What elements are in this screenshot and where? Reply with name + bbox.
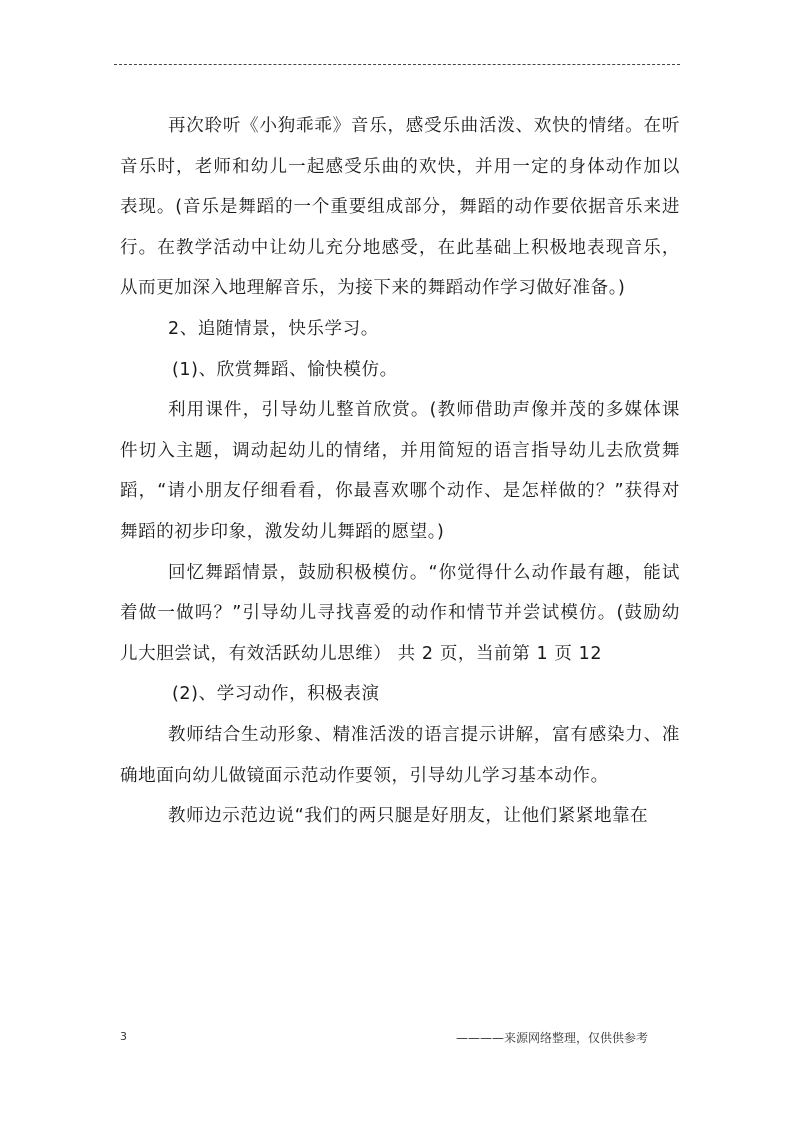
subsection-heading-1: (1)、欣赏舞蹈、愉快模仿。 [172, 359, 398, 380]
paragraph-courseware: 利用课件，引导幼儿整首欣赏。(教师借助声像并茂的多媒体课件切入主题，调动起幼儿的情绪，并用简短的语言指导幼儿去欣赏舞蹈，“请小朋友仔细看看，你最喜欢哪个动作、是怎样做的？”获得对舞蹈的初步印象，激发幼儿舞蹈的愿望。) [120, 400, 680, 542]
footer-source-note: ————来源网络整理，仅供供参考 [456, 1031, 649, 1045]
subsection-heading-2: (2)、学习动作，积极表演 [172, 684, 380, 705]
page-number: 3 [120, 1030, 127, 1043]
document-body [120, 106, 680, 837]
paragraph-music-listening: 再次聆听《小狗乖乖》音乐，感受乐曲活泼、欢快的情绪。在听音乐时，老师和幼儿一起感受乐曲的欢快，并用一定的身体动作加以表现。(音乐是舞蹈的一个重要组成部分，舞蹈的动作要依据音乐来进行。在教学活动中让幼儿充分地感受，在此基础上积极地表现音乐，从而更加深入地理解音乐，为接下来的舞蹈动作学习做好准备。) [120, 116, 680, 299]
paragraph-teacher-demo: 教师结合生动形象、精准活泼的语言提示讲解，富有感染力、准确地面向幼儿做镜面示范动作要领，引导幼儿学习基本动作。 [120, 724, 680, 786]
paragraph-teacher-says: 教师边示范边说“我们的两只腿是好朋友，让他们紧紧地靠在 [168, 806, 649, 827]
paragraph-recall-dance: 回忆舞蹈情景，鼓励积极模仿。“你觉得什么动作最有趣，能试着做一做吗？”引导幼儿寻找喜爱的动作和情节并尝试模仿。(鼓励幼儿大胆尝试，有效活跃幼儿思维） 共 2 页，当前第 1 页 12 [120, 562, 680, 664]
section-heading-2: 2、追随情景，快乐学习。 [168, 318, 379, 339]
header-dashed-rule [114, 64, 680, 65]
